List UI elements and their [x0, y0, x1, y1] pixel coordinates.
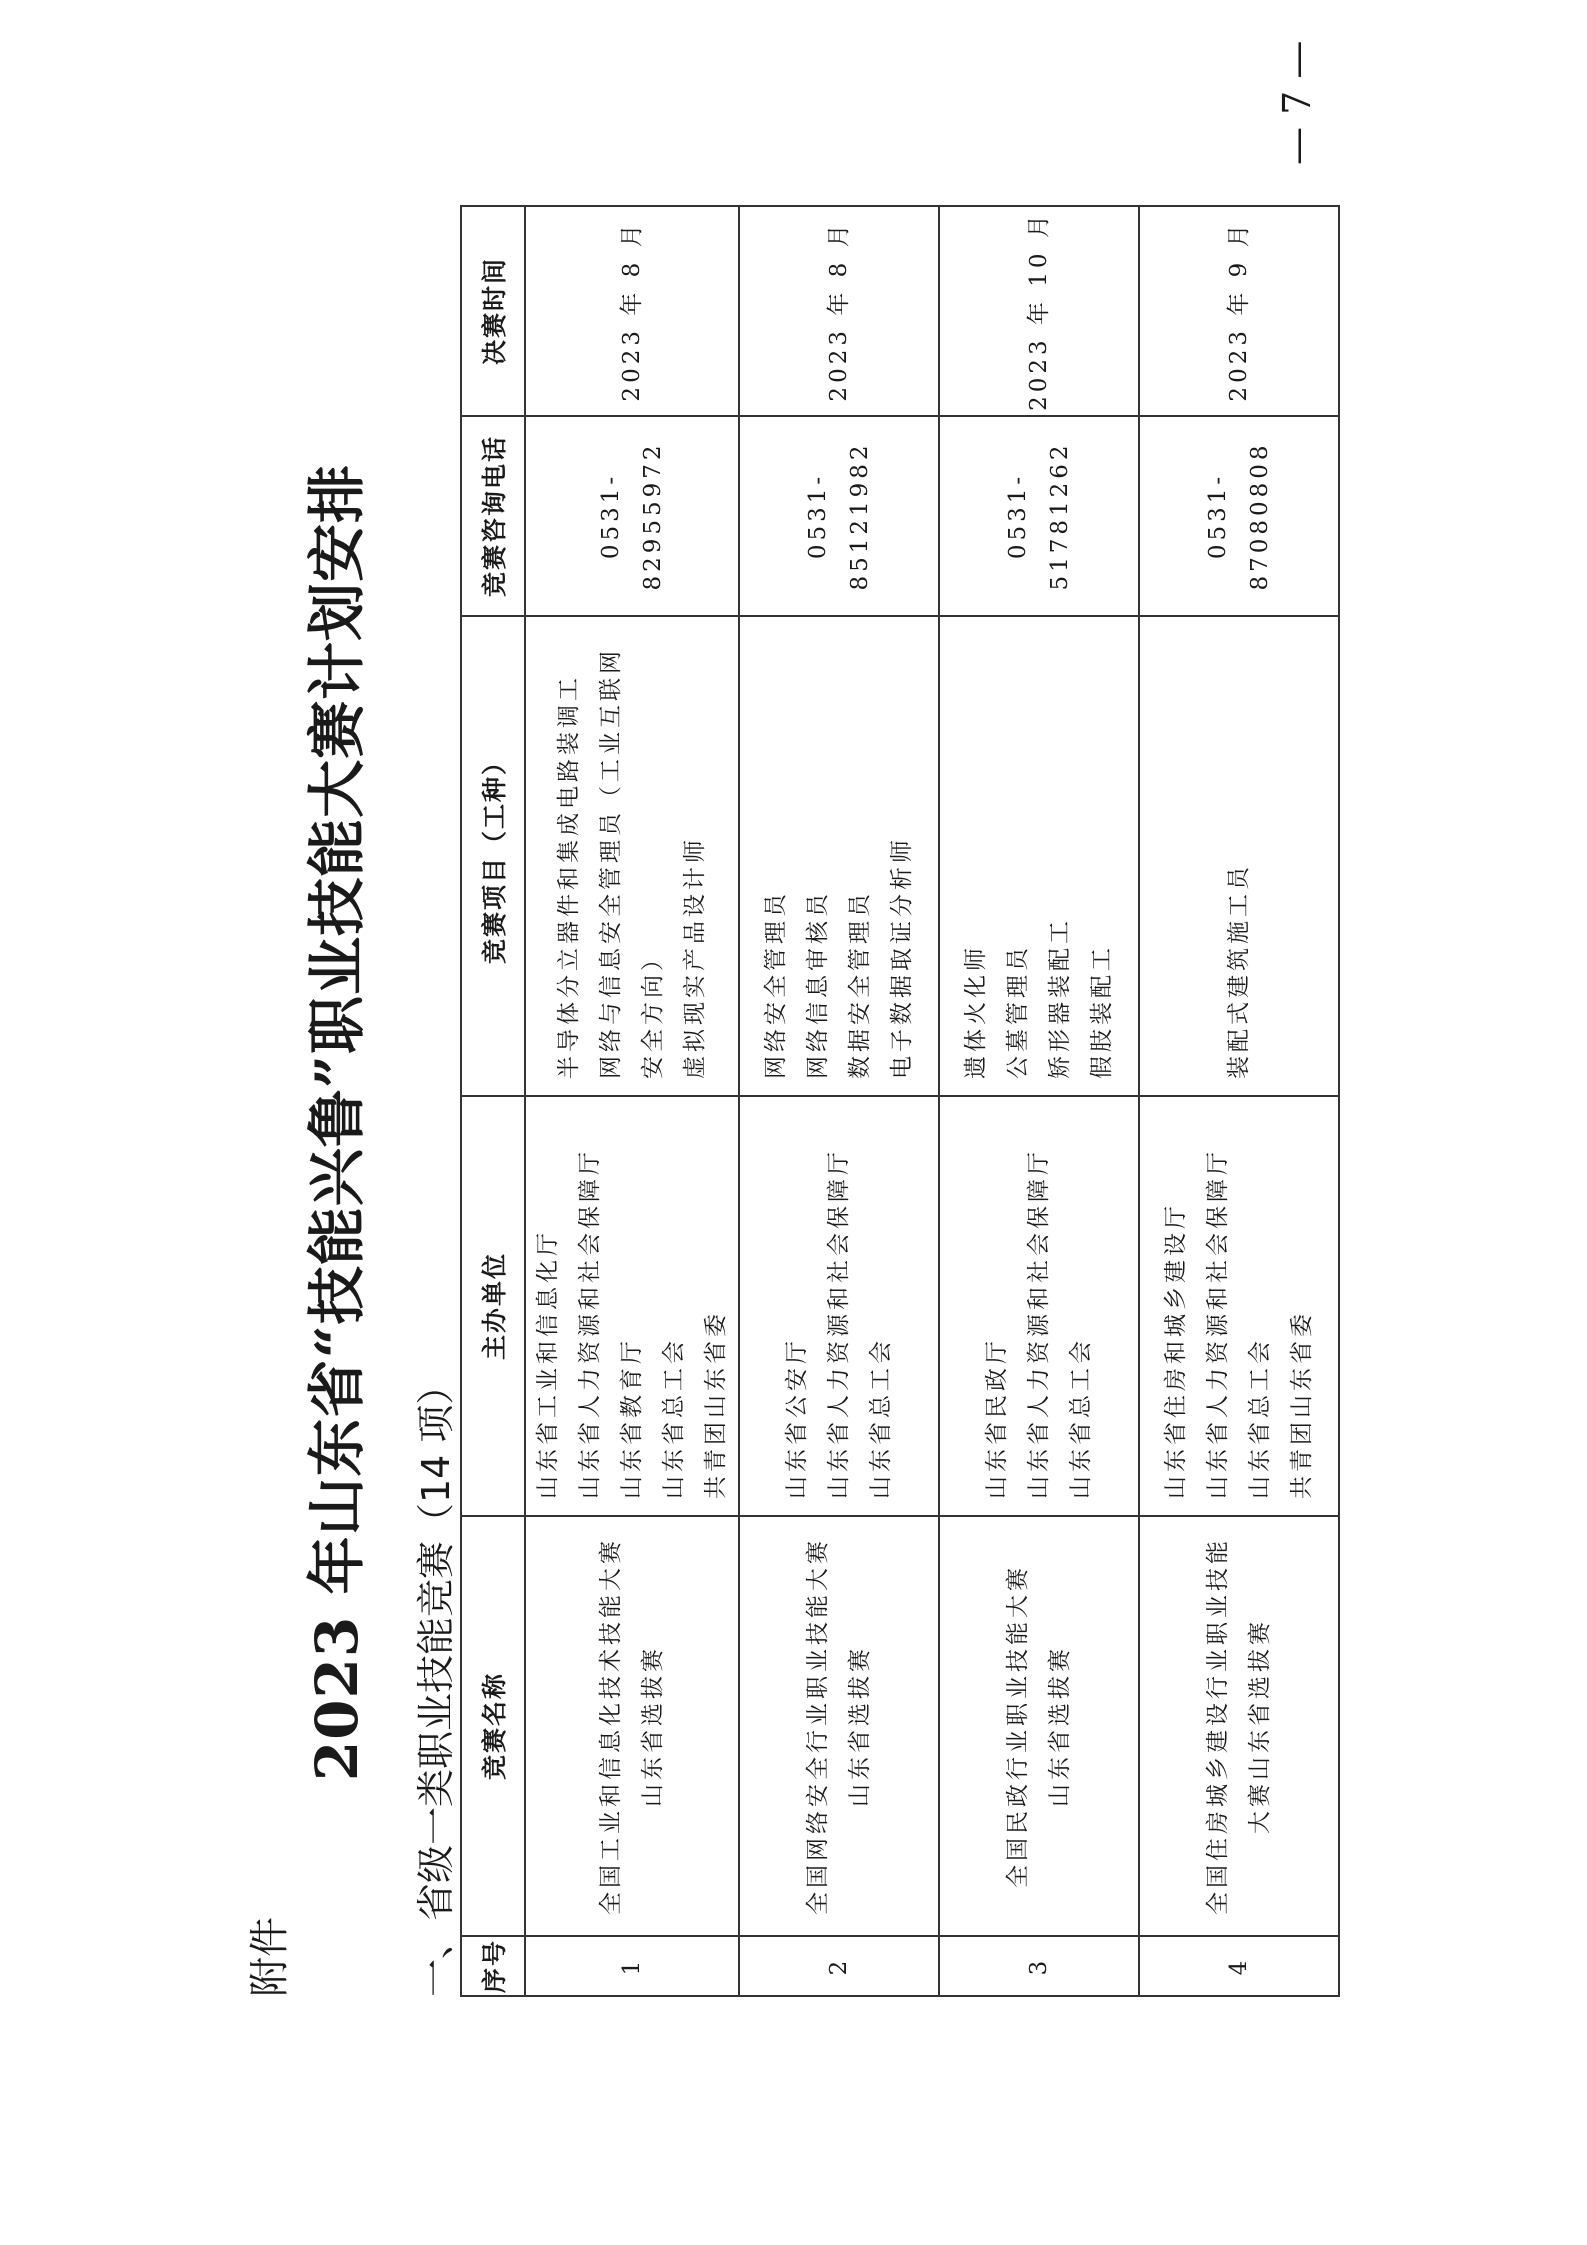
table-row	[739, 206, 939, 1996]
row-index: 2	[739, 1936, 939, 1996]
final-date: 2023 年 9 月	[1139, 206, 1339, 416]
phone: 0531-51781262	[939, 416, 1139, 616]
final-date: 2023 年 8 月	[525, 206, 739, 416]
events: 装配式建筑施工员	[1139, 616, 1339, 1096]
final-date: 2023 年 10 月	[939, 206, 1139, 416]
organizers: 山东省民政厅 山东省人力资源和社会保障厅 山东省总工会	[939, 1096, 1139, 1516]
organizers: 山东省公安厅 山东省人力资源和社会保障厅 山东省总工会	[739, 1096, 939, 1516]
page-title: 2023 年山东省“技能兴鲁”职业技能大赛计划安排	[303, 463, 371, 1782]
organizers: 山东省工业和信息化厅 山东省人力资源和社会保障厅 山东省教育厅 山东省总工会 共青团山东省委	[525, 1096, 739, 1516]
header-events: 竞赛项目（工种）	[461, 616, 525, 1096]
header-organizers: 主办单位	[461, 1096, 525, 1516]
competition-name: 全国民政行业职业技能大赛 山东省选拔赛	[939, 1516, 1139, 1936]
competition-name: 全国工业和信息化技术技能大赛 山东省选拔赛	[525, 1516, 739, 1936]
header-phone: 竞赛咨询电话	[461, 416, 525, 616]
section-heading: 一、省级一类职业技能竞赛（14 项）	[414, 1366, 458, 1997]
header-date: 决赛时间	[461, 206, 525, 416]
phone: 0531-82955972	[525, 416, 739, 616]
table-row	[525, 206, 739, 1996]
row-index: 4	[1139, 1936, 1339, 1996]
organizers: 山东省住房和城乡建设厅 山东省人力资源和社会保障厅 山东省总工会 共青团山东省委	[1139, 1096, 1339, 1516]
header-index: 序号	[461, 1936, 525, 1996]
table-header-row	[461, 206, 525, 1996]
competition-name: 全国住房城乡建设行业职业技能 大赛山东省选拔赛	[1139, 1516, 1339, 1936]
phone: 0531-87080808	[1139, 416, 1339, 616]
table-row	[1139, 206, 1339, 1996]
events: 网络安全管理员 网络信息审核员 数据安全管理员 电子数据取证分析师	[739, 616, 939, 1096]
header-name: 竞赛名称	[461, 1516, 525, 1936]
final-date: 2023 年 8 月	[739, 206, 939, 416]
attachment-label: 附件	[247, 1917, 293, 1997]
events: 遗体火化师 公墓管理员 矫形器装配工 假肢装配工	[939, 616, 1139, 1096]
row-index: 3	[939, 1936, 1139, 1996]
table-row	[939, 206, 1139, 1996]
phone: 0531-85121982	[739, 416, 939, 616]
page-number: — 7 —	[1275, 40, 1319, 165]
competition-name: 全国网络安全行业职业技能大赛 山东省选拔赛	[739, 1516, 939, 1936]
row-index: 1	[525, 1936, 739, 1996]
competition-table	[460, 205, 1340, 1997]
events: 半导体分立器件和集成电路装调工 网络与信息安全管理员（工业互联网 安全方向） 虚拟现实产品设计师	[525, 616, 739, 1096]
